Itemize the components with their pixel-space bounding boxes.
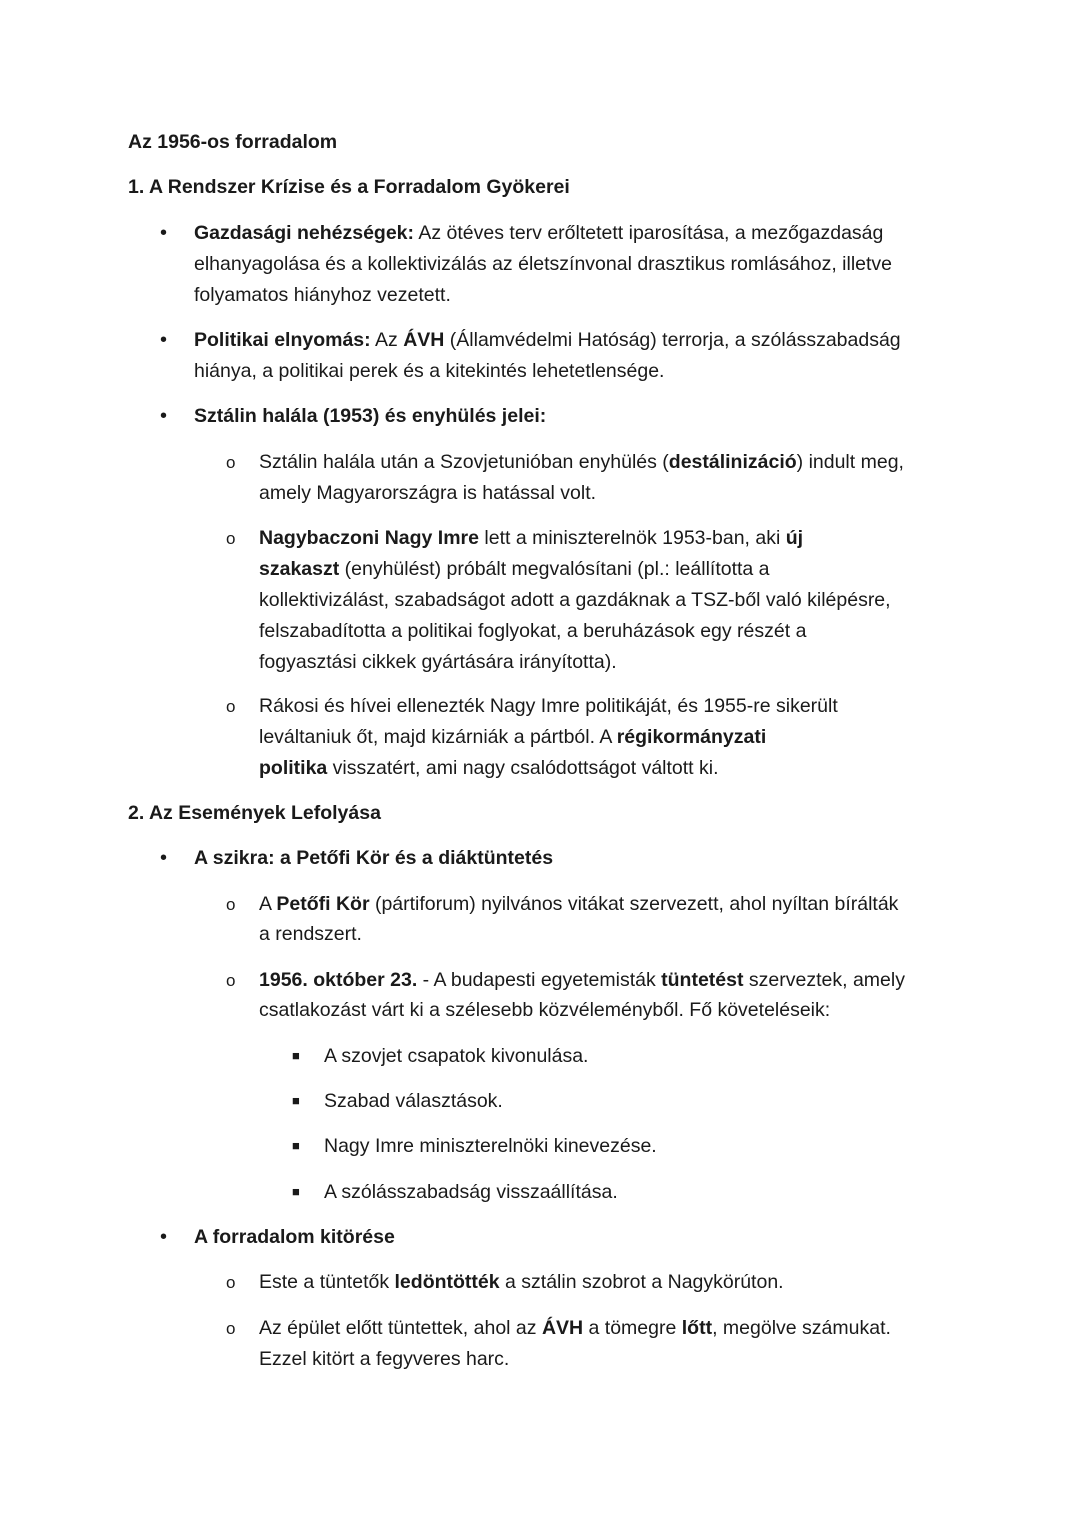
bullet-circle-icon: o — [226, 895, 236, 914]
bullet-circle-icon: o — [226, 1319, 236, 1338]
sub-item-text-line: fogyasztási cikkek gyártására irányította). — [259, 651, 617, 673]
item-term: Politikai elnyomás: — [194, 329, 371, 351]
sub-item-text-line: a rendszert. — [259, 923, 362, 945]
bullet-square-icon: ■ — [292, 1093, 300, 1108]
sub-item-text-line: szakaszt (enyhülést) próbált megvalósítani (pl.: leállította a — [259, 558, 770, 580]
bullet-circle-icon: o — [226, 1273, 236, 1292]
item-term: Gazdasági nehézségek: — [194, 222, 415, 244]
bullet-square-icon: ■ — [292, 1184, 300, 1199]
sub-item-text-line: felszabadította a politikai foglyokat, a beruházások egy részét a — [259, 620, 807, 642]
demand-item: A szovjet csapatok kivonulása. — [324, 1045, 589, 1067]
item-text-line: elhanyagolása és a kollektivizálás az életszínvonal drasztikus romlásához, illetve — [194, 253, 893, 275]
list-item-szikra: A szikra: a Petőfi Kör és a diáktüntetés — [194, 847, 554, 869]
section-2-heading: 2. Az Események Lefolyása — [128, 802, 381, 824]
sub-item-avh-lott: Az épület előtt tüntettek, ahol az ÁVH a tömegre lőtt, megölve számukat. — [259, 1317, 891, 1339]
bullet-dot-icon: • — [160, 222, 168, 244]
bullet-dot-icon: • — [160, 847, 168, 869]
demand-item: Szabad választások. — [324, 1090, 503, 1112]
sub-item-destalinizacio: Sztálin halála után a Szovjetunióban enyhülés (destálinizáció) indult meg, — [259, 451, 904, 473]
bullet-square-icon: ■ — [292, 1138, 300, 1153]
sub-item-text-line: amely Magyarországra is hatással volt. — [259, 482, 597, 504]
sub-item-rakosi: Rákosi és hívei ellenezték Nagy Imre politikáját, és 1955-re sikerült — [259, 695, 838, 717]
sub-item-text-line: leváltaniuk őt, majd kizárniák a pártból. A régikormányzati — [259, 726, 767, 748]
list-item-gazdasagi — [194, 221, 883, 245]
bullet-dot-icon: • — [160, 1226, 168, 1248]
sub-item-nagy-imre: Nagybaczoni Nagy Imre lett a miniszterelnök 1953-ban, aki új — [259, 527, 804, 549]
sub-item-text-line: kollektivizálást, szabadságot adott a gazdáknak a TSZ-ből való kilépésre, — [259, 589, 891, 611]
list-item-politikai: Politikai elnyomás: Az ÁVH (Államvédelmi Hatóság) terrorja, a szólásszabadság — [194, 329, 901, 351]
bullet-square-icon: ■ — [292, 1048, 300, 1063]
demand-item: A szólásszabadság visszaállítása. — [324, 1181, 618, 1203]
demand-item: Nagy Imre miniszterelnöki kinevezése. — [324, 1135, 657, 1157]
item-text-line: hiánya, a politikai perek és a kitekintés lehetetlensége. — [194, 360, 665, 382]
sub-item-oktober-23: 1956. október 23. - A budapesti egyetemisták tüntetést szerveztek, amely — [259, 969, 905, 991]
list-item-kitores: A forradalom kitörése — [194, 1226, 395, 1248]
sub-item-petofi-kor: A Petőfi Kör (pártiforum) nyilvános vitákat szervezett, ahol nyíltan bírálták — [259, 893, 899, 915]
sub-item-text-line: politika visszatért, ami nagy csalódottságot váltott ki. — [259, 757, 719, 779]
sub-item-szobor: Este a tüntetők ledöntötték a sztálin szobrot a Nagykörúton. — [259, 1271, 784, 1293]
section-1-heading: 1. A Rendszer Krízise és a Forradalom Gyökerei — [128, 176, 570, 198]
bullet-circle-icon: o — [226, 453, 236, 472]
item-text: Az ötéves terv erőltetett iparosítása, a mezőgazdaság — [414, 222, 884, 244]
bullet-circle-icon: o — [226, 971, 236, 990]
list-item-sztalin: Sztálin halála (1953) és enyhülés jelei: — [194, 405, 547, 427]
document-title: Az 1956-os forradalom — [128, 131, 338, 153]
sub-item-text-line: Ezzel kitört a fegyveres harc. — [259, 1348, 510, 1370]
bullet-dot-icon: • — [160, 405, 168, 427]
item-text-line: folyamatos hiányhoz vezetett. — [194, 284, 451, 306]
bullet-dot-icon: • — [160, 329, 168, 351]
sub-item-text-line: csatlakozást várt ki a szélesebb közvéleményből. Fő követeléseik: — [259, 999, 831, 1021]
bullet-circle-icon: o — [226, 529, 236, 548]
bullet-circle-icon: o — [226, 697, 236, 716]
